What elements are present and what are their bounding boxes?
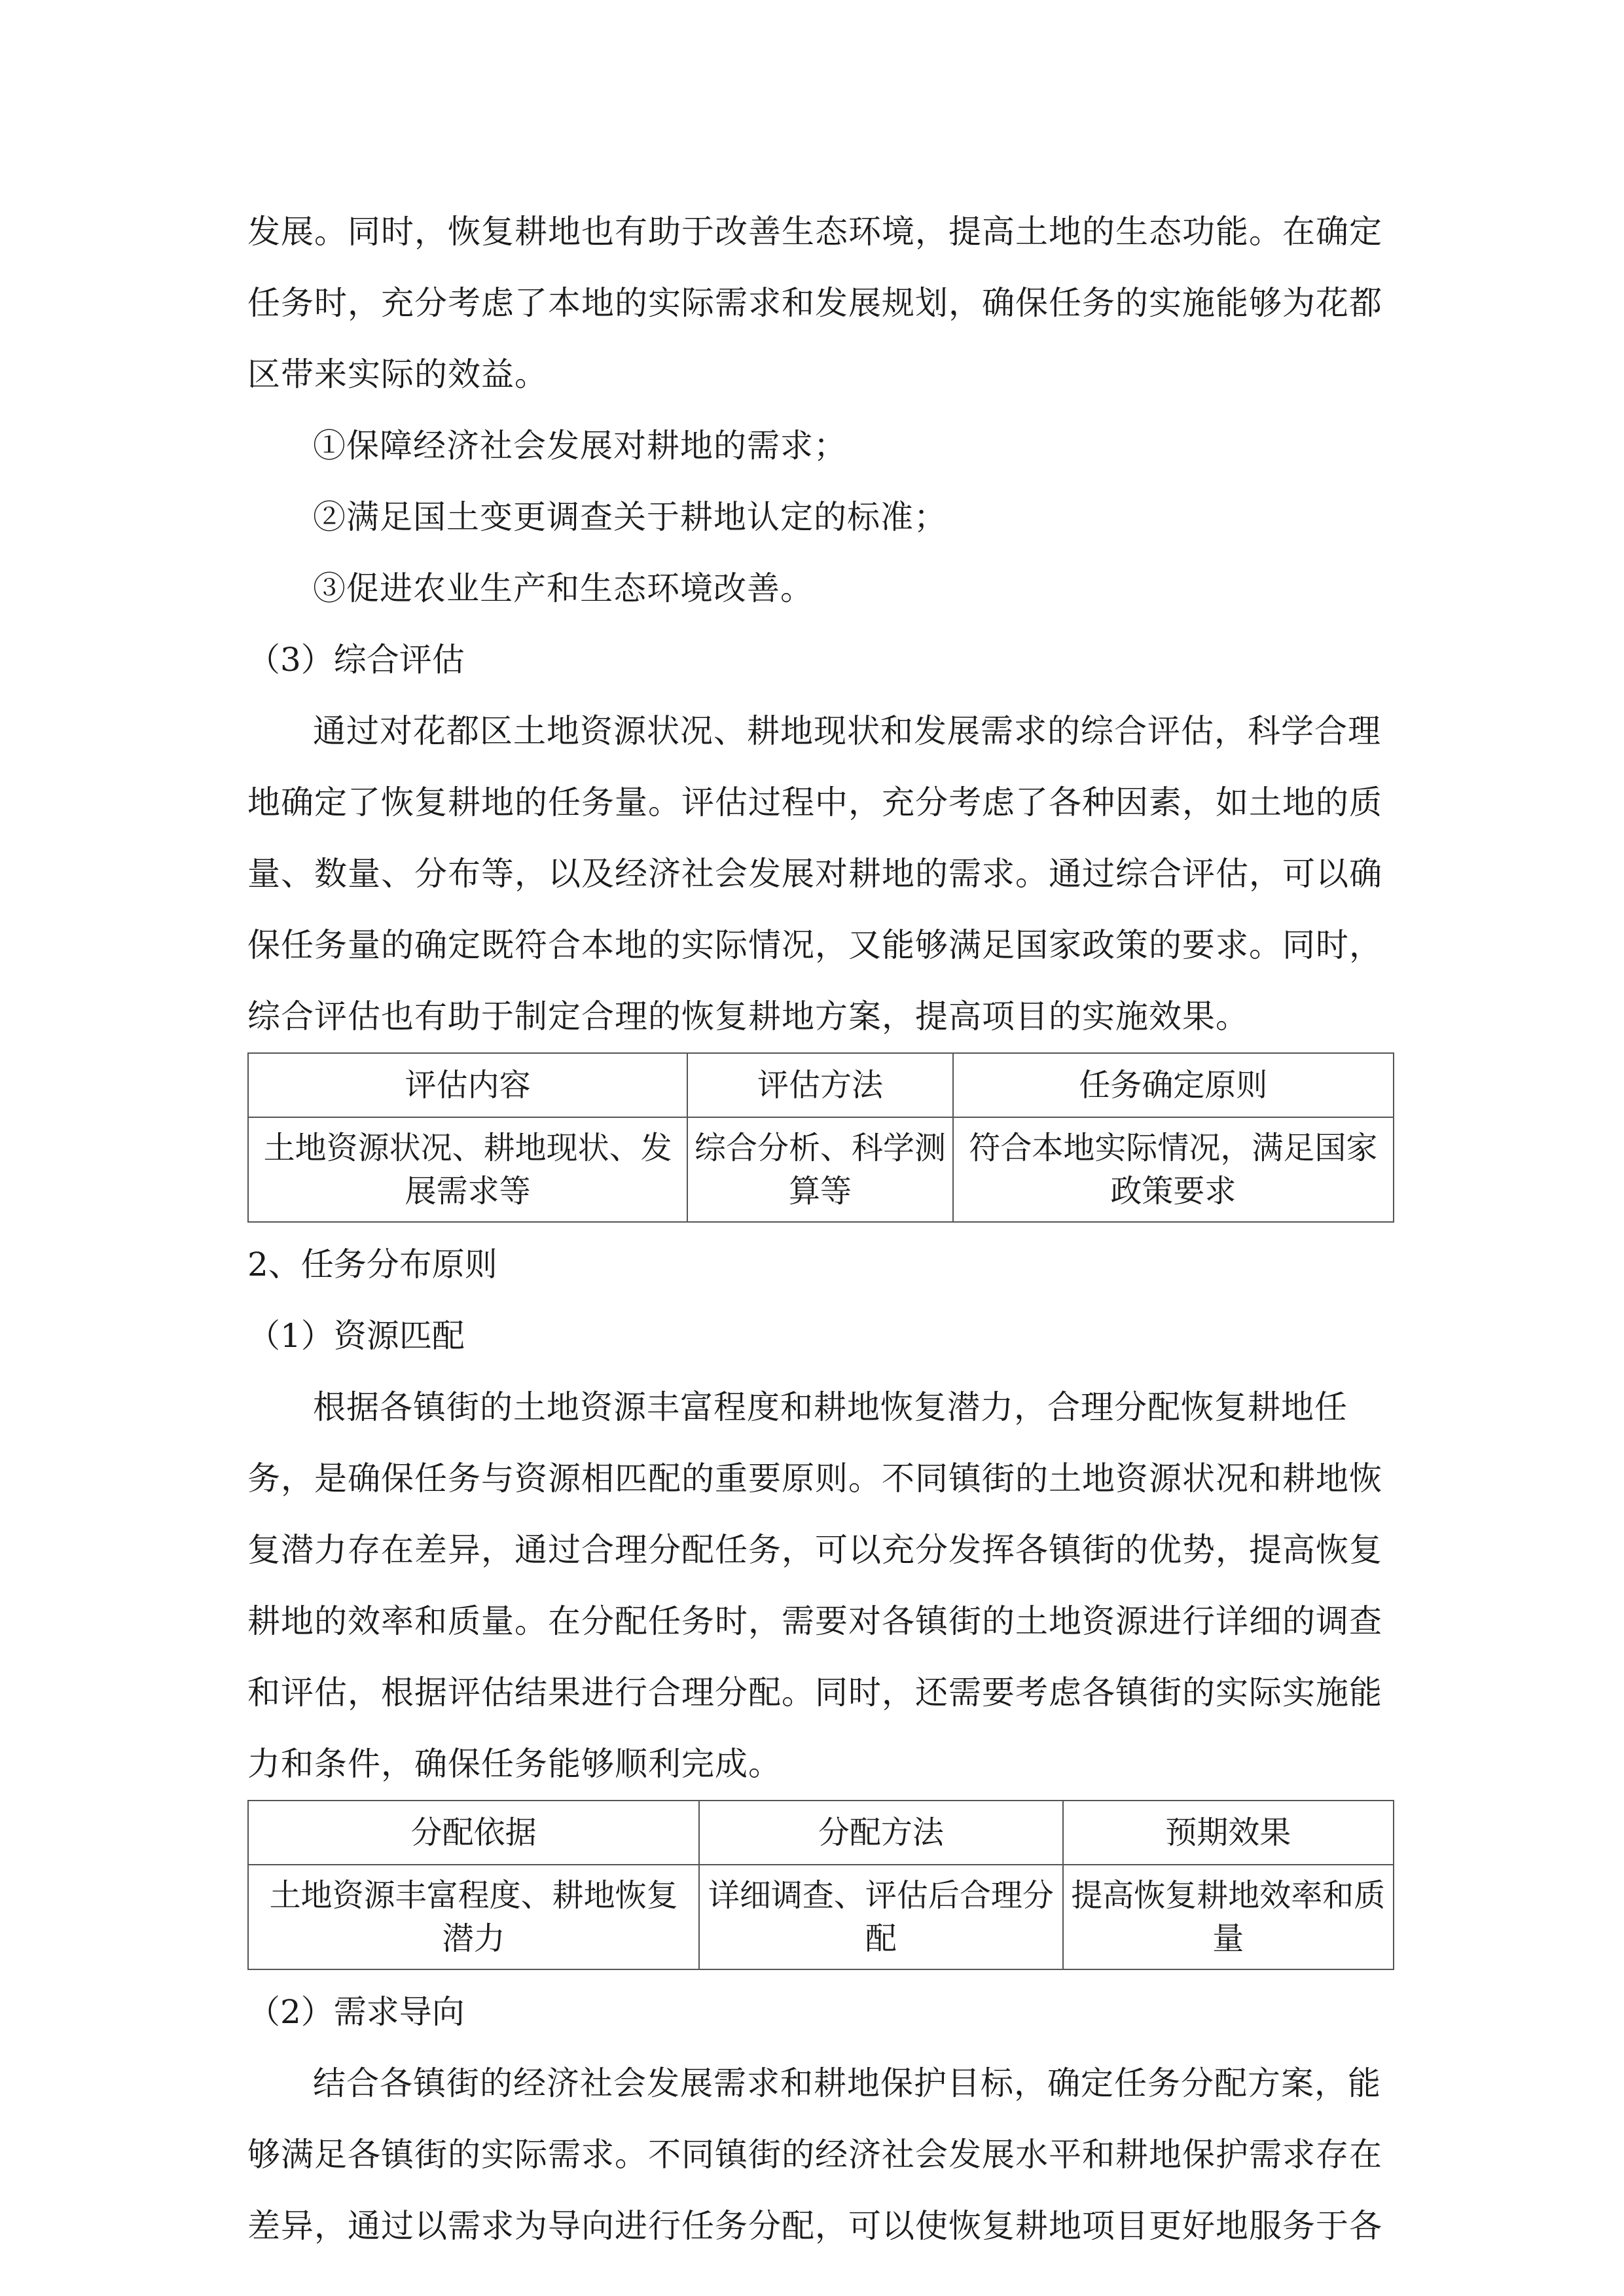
paragraph-line: 够满足各镇街的实际需求。不同镇街的经济社会发展水平和耕地保护需求存在 bbox=[247, 2136, 1382, 2174]
table-row bbox=[248, 1865, 1394, 1969]
list-item: ②满足国土变更调查关于耕地认定的标准； bbox=[313, 498, 947, 536]
paragraph-line: 力和条件，确保任务能够顺利完成。 bbox=[247, 1745, 782, 1783]
paragraph-line: 量、数量、分布等，以及经济社会发展对耕地的需求。通过综合评估，可以确 bbox=[247, 855, 1382, 893]
paragraph-line: 和评估，根据评估结果进行合理分配。同时，还需要考虑各镇街的实际实施能 bbox=[247, 1674, 1382, 1712]
table-header-cell: 分配依据 bbox=[248, 1801, 699, 1865]
table-cell: 土地资源状况、耕地现状、发展需求等 bbox=[248, 1117, 687, 1222]
table-cell: 土地资源丰富程度、耕地恢复潜力 bbox=[248, 1865, 699, 1969]
table-header-cell: 评估内容 bbox=[248, 1053, 687, 1117]
list-item: ①保障经济社会发展对耕地的需求； bbox=[313, 427, 847, 465]
paragraph-line: 区带来实际的效益。 bbox=[247, 355, 548, 393]
paragraph-line: 差异，通过以需求为导向进行任务分配，可以使恢复耕地项目更好地服务于各 bbox=[247, 2207, 1382, 2245]
table-row bbox=[248, 1117, 1394, 1222]
paragraph-line: 耕地的效率和质量。在分配任务时，需要对各镇街的土地资源进行详细的调查 bbox=[247, 1602, 1382, 1640]
paragraph-line: 发展。同时，恢复耕地也有助于改善生态环境，提高土地的生态功能。在确定 bbox=[247, 213, 1382, 251]
section-heading-resource-matching: （1）资源匹配 bbox=[247, 1317, 465, 1355]
section-heading-task-distribution: 2、任务分布原则 bbox=[247, 1246, 497, 1283]
table-cell: 提高恢复耕地效率和质量 bbox=[1063, 1865, 1394, 1969]
paragraph-line: 结合各镇街的经济社会发展需求和耕地保护目标，确定任务分配方案，能 bbox=[313, 2064, 1381, 2102]
table-header-cell: 任务确定原则 bbox=[953, 1053, 1394, 1117]
table-cell: 符合本地实际情况，满足国家政策要求 bbox=[953, 1117, 1394, 1222]
list-item: ③促进农业生产和生态环境改善。 bbox=[313, 569, 814, 607]
paragraph-line: 复潜力存在差异，通过合理分配任务，可以充分发挥各镇街的优势，提高恢复 bbox=[247, 1531, 1382, 1569]
paragraph-line: 务，是确保任务与资源相匹配的重要原则。不同镇街的土地资源状况和耕地恢 bbox=[247, 1460, 1382, 1498]
paragraph-line: 综合评估也有助于制定合理的恢复耕地方案，提高项目的实施效果。 bbox=[247, 997, 1249, 1035]
paragraph-line: 通过对花都区土地资源状况、耕地现状和发展需求的综合评估，科学合理 bbox=[313, 712, 1381, 750]
table-header-row bbox=[248, 1801, 1394, 1865]
table-header-row bbox=[248, 1053, 1394, 1117]
document-page bbox=[247, 196, 1394, 2262]
distribution-table bbox=[247, 1800, 1394, 1970]
assessment-table bbox=[247, 1052, 1394, 1223]
paragraph-line: 保任务量的确定既符合本地的实际情况，又能够满足国家政策的要求。同时， bbox=[247, 926, 1382, 964]
table-cell: 综合分析、科学测算等 bbox=[687, 1117, 953, 1222]
paragraph-line: 任务时，充分考虑了本地的实际需求和发展规划，确保任务的实施能够为花都 bbox=[247, 284, 1382, 322]
section-heading-demand-orientation: （2）需求导向 bbox=[247, 1993, 465, 2031]
section-heading-comprehensive-assessment: （3）综合评估 bbox=[247, 641, 465, 679]
table-header-cell: 评估方法 bbox=[687, 1053, 953, 1117]
table-header-cell: 预期效果 bbox=[1063, 1801, 1394, 1865]
paragraph-line: 地确定了恢复耕地的任务量。评估过程中，充分考虑了各种因素，如土地的质 bbox=[247, 783, 1382, 821]
paragraph-line: 根据各镇街的土地资源丰富程度和耕地恢复潜力，合理分配恢复耕地任 bbox=[313, 1388, 1348, 1426]
table-header-cell: 分配方法 bbox=[699, 1801, 1062, 1865]
table-cell: 详细调查、评估后合理分配 bbox=[699, 1865, 1062, 1969]
